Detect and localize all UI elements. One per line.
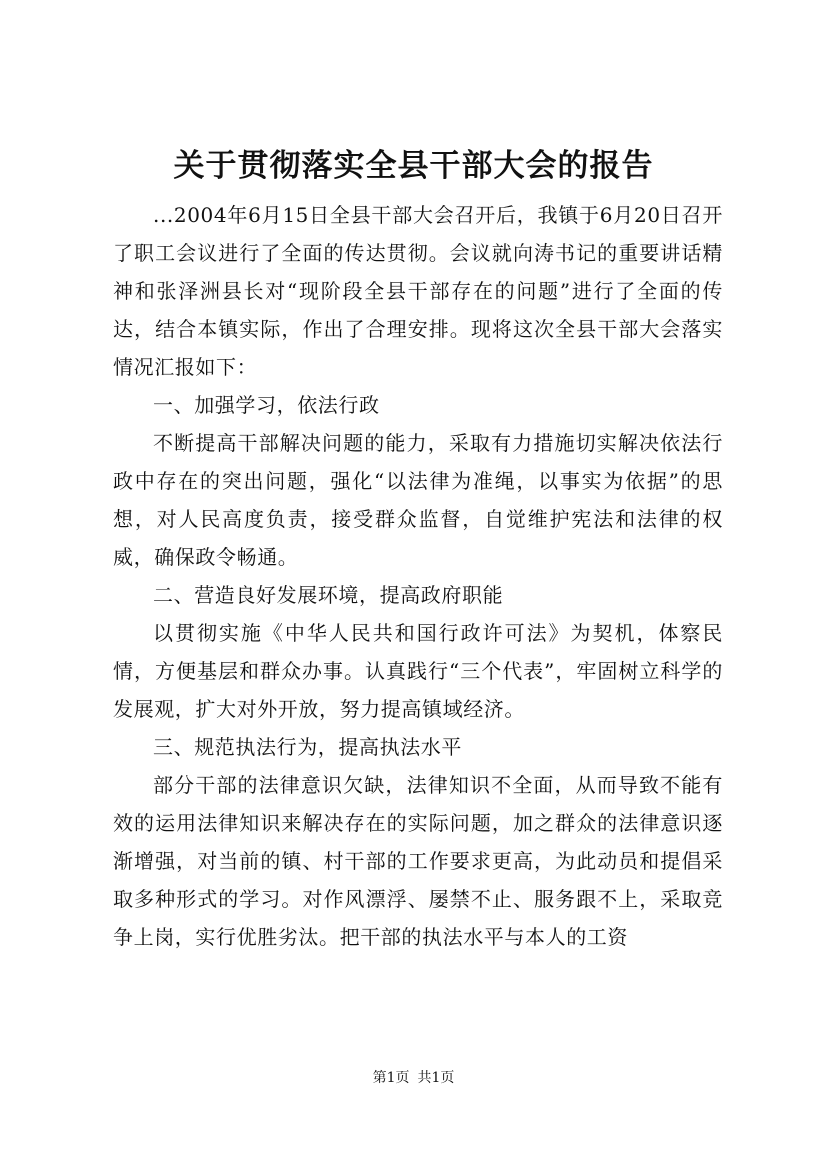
paragraph-section-1: 不断提高干部解决问题的能力，采取有力措施切实解决依法行政中存在的突出问题，强化“以法律为准绳，以事实为依据”的思想，对人民高度负责，接受群众监督，自觉维护宪法和法律的权威，确保政令畅通。 (113, 431, 723, 569)
section-heading-1: 一、加强学习，依法行政 (153, 393, 380, 417)
page-footer (0, 1068, 827, 1088)
page-number: 第1页 (372, 1070, 410, 1086)
paragraph-section-2: 以贯彻实施《中华人民共和国行政许可法》为契机，体察民情，方便基层和群众办事。认真践行“三个代表”，牢固树立科学的发展观，扩大对外开放，努力提高镇域经济。 (113, 621, 723, 721)
section-heading-3: 三、规范执法行为，提高执法水平 (153, 735, 462, 759)
section-heading-2: 二、营造良好发展环境，提高政府职能 (153, 583, 504, 607)
page-total: 共1页 (417, 1070, 455, 1086)
paragraph-section-3: 部分干部的法律意识欠缺，法律知识不全面，从而导致不能有效的运用法律知识来解决存在的实际问题，加之群众的法律意识逐渐增强，对当前的镇、村干部的工作要求更高，为此动员和提倡采取多种形式的学习。对作风漂浮、屡禁不止、服务跟不上，采取竞争上岗，实行优胜劣汰。把干部的执法水平与本人的工资 (113, 773, 723, 949)
document-body (113, 196, 723, 956)
document-title: 关于贯彻落实全县干部大会的报告 (173, 148, 654, 184)
paragraph-intro: ...2004年6月15日全县干部大会召开后，我镇于6月20日召开了职工会议进行了全面的传达贯彻。会议就向涛书记的重要讲话精神和张泽洲县长对“现阶段全县干部存在的问题”进行了全面的传达，结合本镇实际，作出了合理安排。现将这次全县干部大会落实情况汇报如下： (113, 203, 723, 379)
